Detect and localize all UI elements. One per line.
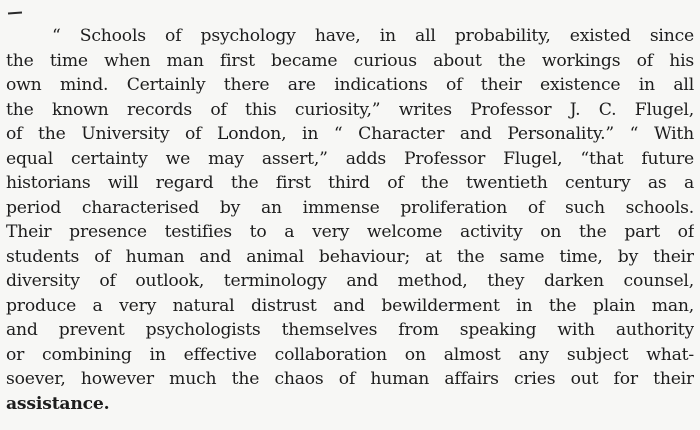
article-line: historians will regard the first third of the twentieth century as a	[6, 173, 694, 193]
article-line: of the University of London, in “ Character and Personality.” “ With	[6, 124, 694, 144]
article-line: or combining in effective collaboration on almost any subject what-	[6, 344, 694, 365]
article-line: “ Schools of psychology have, in all probability, existed since	[52, 26, 694, 46]
article-line: own mind. Certainly there are indications of their existence in all	[6, 75, 694, 95]
article-line: equal certainty we may assert,” adds Professor Flugel, “that future	[6, 148, 694, 169]
article-line: the time when man first became curious about the workings of his	[6, 50, 694, 71]
article-line: and prevent psychologists themselves from speaking with authority	[6, 320, 694, 340]
article-line: the known records of this curiosity,” writes Professor J. C. Flugel,	[6, 99, 694, 120]
article-line-final: assistance.	[6, 393, 110, 414]
article-line: Their presence testifies to a very welcome activity on the part of	[6, 222, 694, 242]
article-paragraph	[6, 24, 694, 416]
article-line: produce a very natural distrust and bewilderment in the plain man,	[6, 295, 694, 316]
article-line: period characterised by an immense proliferation of such schools.	[6, 197, 694, 218]
article-line: soever, however much the chaos of human affairs cries out for their	[6, 369, 694, 389]
article-line: students of human and animal behaviour; at the same time, by their	[6, 246, 694, 267]
article-line: diversity of outlook, terminology and method, they darken counsel,	[6, 271, 694, 291]
column-rule-mark	[8, 12, 22, 15]
